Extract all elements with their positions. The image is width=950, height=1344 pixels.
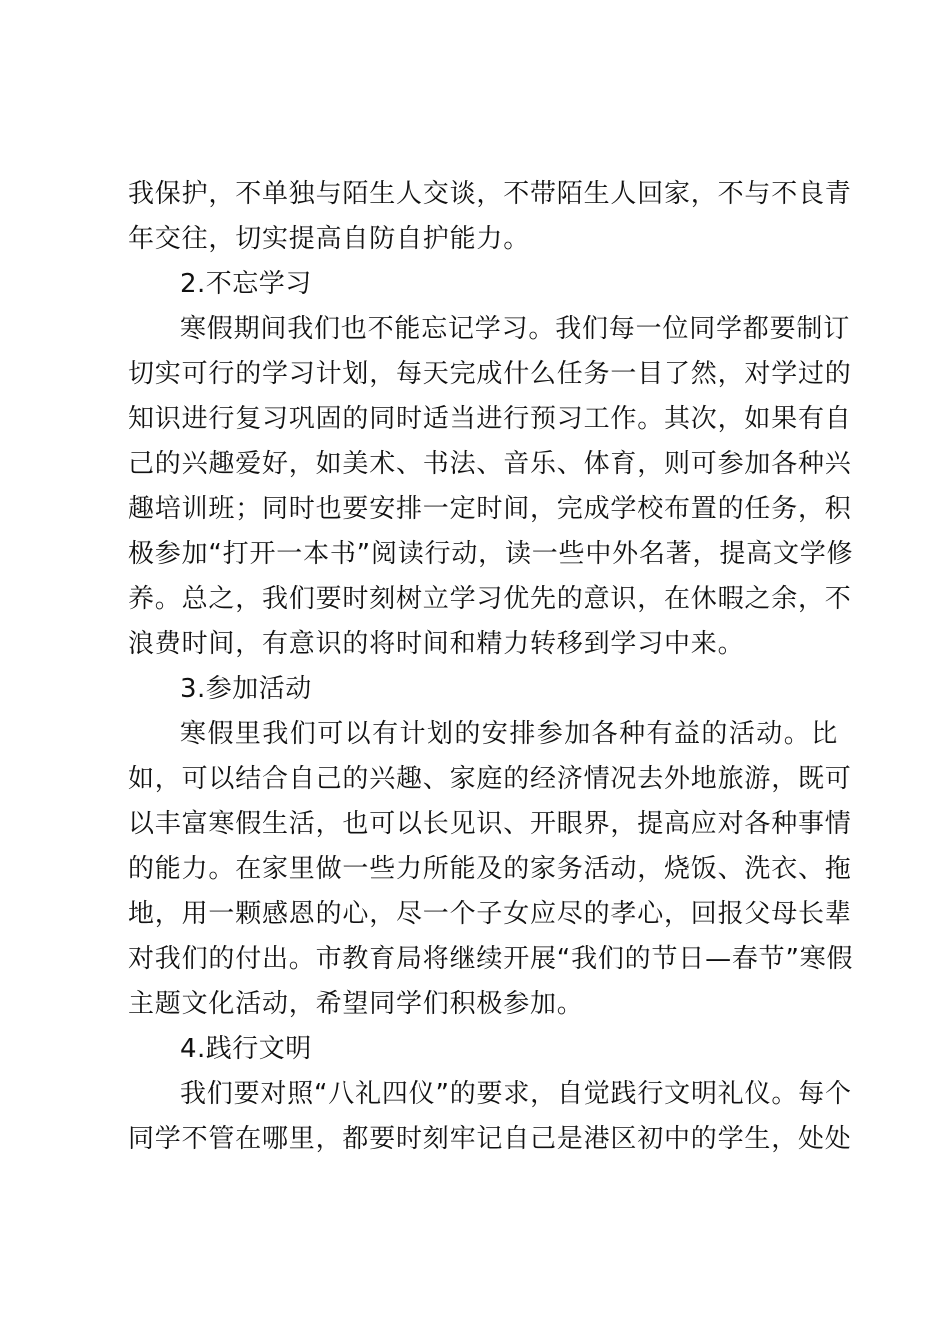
paragraph-line: 极参加“打开一本书”阅读行动，读一些中外名著，提高文学修 [128, 539, 854, 569]
paragraph-line: 对我们的付出。市教育局将继续开展“我们的节日—春节”寒假 [128, 944, 854, 974]
paragraph-line: 趣培训班；同时也要安排一定时间，完成学校布置的任务，积 [128, 494, 852, 524]
paragraph-line: 以丰富寒假生活，也可以长见识、开眼界，提高应对各种事情 [128, 809, 852, 839]
section-heading: 3.参加活动 [180, 674, 312, 704]
paragraph-line: 养。总之，我们要时刻树立学习优先的意识，在休暇之余，不 [128, 584, 852, 614]
paragraph-line: 的能力。在家里做一些力所能及的家务活动，烧饭、洗衣、拖 [128, 854, 852, 884]
paragraph-line: 寒假里我们可以有计划的安排参加各种有益的活动。比 [180, 719, 838, 749]
paragraph-line: 我们要对照“八礼四仪”的要求，自觉践行文明礼仪。每个 [180, 1079, 852, 1109]
paragraph-line: 寒假期间我们也不能忘记学习。我们每一位同学都要制订 [180, 314, 851, 344]
paragraph-line: 己的兴趣爱好，如美术、书法、音乐、体育，则可参加各种兴 [128, 449, 852, 479]
paragraph-line: 主题文化活动，希望同学们积极参加。 [128, 989, 584, 1019]
section-heading: 2.不忘学习 [180, 269, 312, 299]
paragraph-line: 地，用一颗感恩的心，尽一个子女应尽的孝心，回报父母长辈 [128, 899, 852, 929]
paragraph-line: 同学不管在哪里，都要时刻牢记自己是港区初中的学生，处处 [128, 1124, 852, 1154]
paragraph-line: 知识进行复习巩固的同时适当进行预习工作。其次，如果有自 [128, 404, 852, 434]
paragraph-line: 年交往，切实提高自防自护能力。 [128, 224, 531, 254]
paragraph-line: 浪费时间，有意识的将时间和精力转移到学习中来。 [128, 629, 745, 659]
paragraph-line: 如，可以结合自己的兴趣、家庭的经济情况去外地旅游，既可 [128, 764, 852, 794]
section-heading: 4.践行文明 [180, 1034, 312, 1064]
paragraph-line: 切实可行的学习计划，每天完成什么任务一目了然，对学过的 [128, 359, 852, 389]
paragraph-line: 我保护，不单独与陌生人交谈，不带陌生人回家，不与不良青 [128, 179, 852, 209]
